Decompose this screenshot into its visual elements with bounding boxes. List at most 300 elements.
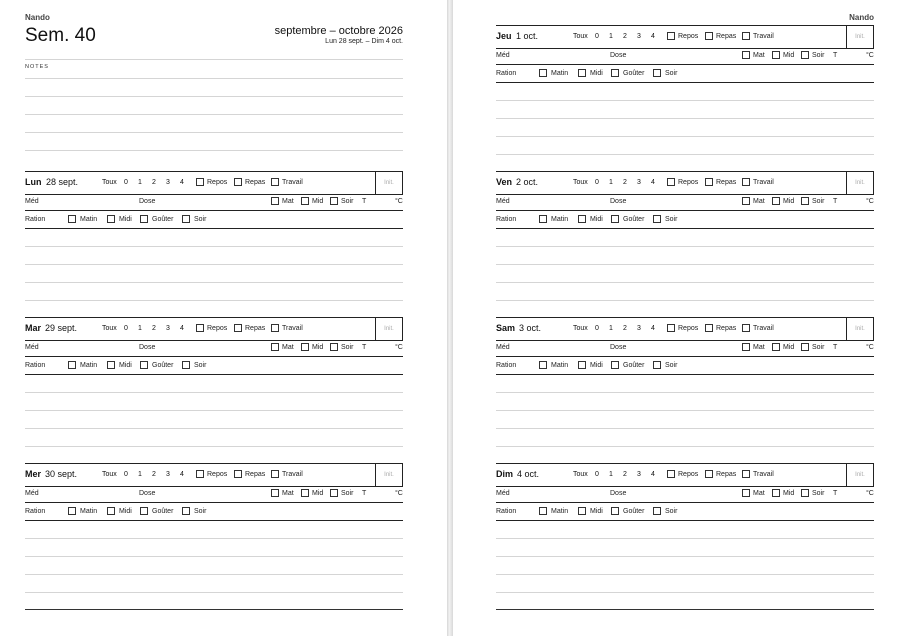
soir-ration-label: Soir: [665, 216, 678, 223]
celsius-unit: °C: [395, 490, 403, 497]
toux-level-3[interactable]: 3: [637, 179, 641, 186]
midi-label: Midi: [590, 216, 603, 223]
soir-ration-checkbox[interactable]: [653, 69, 661, 77]
temperature-label: T: [833, 198, 838, 205]
travail-checkbox[interactable]: [742, 178, 750, 186]
writing-line: [25, 300, 403, 301]
toux-level-3[interactable]: 3: [637, 471, 641, 478]
medication-row: [25, 485, 403, 503]
dose-label: Dose: [139, 344, 156, 351]
midi-checkbox[interactable]: [578, 215, 586, 223]
dose-label: Dose: [139, 198, 156, 205]
day-name: Jeu: [496, 31, 512, 41]
toux-level-0[interactable]: 0: [595, 33, 599, 40]
matin-label: Matin: [551, 70, 569, 77]
matin-checkbox[interactable]: [539, 215, 547, 223]
soir-label: Soir: [812, 52, 825, 59]
matin-checkbox[interactable]: [68, 215, 76, 223]
midi-label: Midi: [119, 362, 132, 369]
temperature-label: T: [833, 52, 838, 59]
mat-checkbox[interactable]: [742, 197, 750, 205]
day-header: [25, 317, 403, 341]
ration-label: Ration: [25, 508, 46, 515]
mat-label: Mat: [753, 198, 765, 205]
travail-label: Travail: [282, 325, 303, 332]
mid-label: Mid: [312, 198, 324, 205]
med-label: Méd: [25, 344, 39, 351]
toux-level-4[interactable]: 4: [651, 179, 655, 186]
repas-checkbox[interactable]: [234, 178, 242, 186]
ration-row: [25, 357, 403, 375]
day-entry: [496, 25, 874, 173]
day-entry: [496, 171, 874, 319]
soir-checkbox[interactable]: [330, 197, 338, 205]
travail-checkbox[interactable]: [271, 178, 279, 186]
day-name: Ven: [496, 177, 513, 187]
toux-level-3[interactable]: 3: [166, 471, 170, 478]
writing-line: [496, 428, 874, 429]
repos-label: Repos: [678, 325, 699, 332]
gouter-label: Goûter: [152, 216, 174, 223]
soir-checkbox[interactable]: [801, 51, 809, 59]
repas-label: Repas: [716, 33, 737, 40]
travail-checkbox[interactable]: [742, 32, 750, 40]
toux-level-0[interactable]: 0: [595, 179, 599, 186]
midi-label: Midi: [590, 362, 603, 369]
mat-checkbox[interactable]: [271, 197, 279, 205]
midi-checkbox[interactable]: [578, 361, 586, 369]
mid-label: Mid: [312, 490, 324, 497]
toux-level-1[interactable]: 1: [138, 179, 142, 186]
ration-row: [25, 503, 403, 521]
matin-checkbox[interactable]: [68, 507, 76, 515]
gouter-label: Goûter: [623, 216, 645, 223]
gouter-checkbox[interactable]: [140, 215, 148, 223]
day-entry: [25, 317, 403, 465]
dose-label: Dose: [610, 198, 627, 205]
writing-line: [25, 538, 403, 539]
soir-ration-checkbox[interactable]: [182, 215, 190, 223]
notes-line: [25, 150, 403, 151]
mid-checkbox[interactable]: [772, 51, 780, 59]
dose-label: Dose: [139, 490, 156, 497]
soir-ration-checkbox[interactable]: [653, 215, 661, 223]
left-page: [0, 0, 447, 636]
repos-checkbox[interactable]: [667, 324, 675, 332]
gouter-checkbox[interactable]: [140, 507, 148, 515]
mat-checkbox[interactable]: [271, 343, 279, 351]
day-name: Sam: [496, 323, 516, 333]
soir-label: Soir: [341, 198, 354, 205]
repas-label: Repas: [245, 471, 266, 478]
toux-level-2[interactable]: 2: [623, 179, 627, 186]
notes-line: [25, 132, 403, 133]
toux-level-0[interactable]: 0: [595, 325, 599, 332]
mat-label: Mat: [753, 490, 765, 497]
mat-checkbox[interactable]: [271, 489, 279, 497]
toux-level-1[interactable]: 1: [609, 179, 613, 186]
toux-level-2[interactable]: 2: [623, 471, 627, 478]
writing-line: [25, 264, 403, 265]
matin-checkbox[interactable]: [68, 361, 76, 369]
toux-level-3[interactable]: 3: [166, 325, 170, 332]
soir-ration-label: Soir: [194, 362, 207, 369]
toux-level-4[interactable]: 4: [180, 471, 184, 478]
day-header: [496, 25, 874, 49]
day-header: [25, 171, 403, 195]
toux-label: Toux: [102, 471, 117, 478]
writing-line: [25, 428, 403, 429]
toux-level-3[interactable]: 3: [166, 179, 170, 186]
travail-checkbox[interactable]: [742, 470, 750, 478]
gouter-label: Goûter: [623, 362, 645, 369]
matin-label: Matin: [551, 508, 569, 515]
toux-label: Toux: [573, 33, 588, 40]
midi-label: Midi: [119, 216, 132, 223]
toux-label: Toux: [573, 471, 588, 478]
soir-ration-label: Soir: [665, 362, 678, 369]
soir-ration-label: Soir: [194, 508, 207, 515]
day-date: 1 oct.: [516, 31, 539, 41]
matin-checkbox[interactable]: [539, 361, 547, 369]
notes-line: [25, 114, 403, 115]
initials-box[interactable]: Init.: [846, 172, 874, 194]
repas-checkbox[interactable]: [705, 324, 713, 332]
toux-level-3[interactable]: 3: [637, 33, 641, 40]
ration-row: [496, 503, 874, 521]
repos-checkbox[interactable]: [667, 470, 675, 478]
day-name: Dim: [496, 469, 514, 479]
travail-label: Travail: [753, 33, 774, 40]
medication-row: [496, 485, 874, 503]
midi-label: Midi: [119, 508, 132, 515]
travail-label: Travail: [282, 471, 303, 478]
date-range: septembre – octobre 2026: [274, 25, 403, 37]
soir-ration-checkbox[interactable]: [182, 361, 190, 369]
temperature-label: T: [362, 344, 367, 351]
writing-line: [496, 392, 874, 393]
soir-label: Soir: [812, 198, 825, 205]
matin-label: Matin: [80, 362, 98, 369]
toux-level-2[interactable]: 2: [152, 471, 156, 478]
repos-label: Repos: [207, 325, 228, 332]
medication-row: [496, 193, 874, 211]
soir-label: Soir: [812, 344, 825, 351]
soir-ration-label: Soir: [665, 508, 678, 515]
gouter-label: Goûter: [152, 508, 174, 515]
med-label: Méd: [25, 198, 39, 205]
repos-label: Repos: [207, 471, 228, 478]
gouter-label: Goûter: [623, 508, 645, 515]
day-entry: [25, 171, 403, 319]
toux-level-1[interactable]: 1: [609, 471, 613, 478]
toux-level-0[interactable]: 0: [124, 179, 128, 186]
page-bottom-rule: [25, 609, 403, 610]
mat-label: Mat: [282, 198, 294, 205]
writing-line: [496, 592, 874, 593]
celsius-unit: °C: [866, 344, 874, 351]
day-header: [496, 171, 874, 195]
soir-checkbox[interactable]: [330, 489, 338, 497]
gouter-label: Goûter: [623, 70, 645, 77]
travail-label: Travail: [282, 179, 303, 186]
celsius-unit: °C: [866, 490, 874, 497]
mid-label: Mid: [783, 52, 795, 59]
travail-checkbox[interactable]: [271, 324, 279, 332]
mat-label: Mat: [282, 344, 294, 351]
midi-label: Midi: [590, 70, 603, 77]
soir-checkbox[interactable]: [801, 489, 809, 497]
soir-checkbox[interactable]: [801, 197, 809, 205]
owner-name: Nando: [25, 13, 50, 22]
writing-line: [25, 574, 403, 575]
repas-label: Repas: [245, 179, 266, 186]
writing-line: [496, 246, 874, 247]
writing-line: [496, 538, 874, 539]
mid-checkbox[interactable]: [772, 489, 780, 497]
initials-box[interactable]: Init.: [846, 464, 874, 486]
writing-line: [496, 282, 874, 283]
midi-checkbox[interactable]: [578, 507, 586, 515]
initials-box[interactable]: Init.: [846, 26, 874, 48]
matin-checkbox[interactable]: [539, 507, 547, 515]
mid-checkbox[interactable]: [772, 343, 780, 351]
day-entry: [496, 463, 874, 611]
temperature-label: T: [362, 490, 367, 497]
day-header: [496, 463, 874, 487]
day-date: 4 oct.: [517, 469, 540, 479]
ration-row: [496, 211, 874, 229]
mat-checkbox[interactable]: [742, 489, 750, 497]
soir-label: Soir: [341, 490, 354, 497]
repos-label: Repos: [678, 33, 699, 40]
day-header: [25, 463, 403, 487]
repas-checkbox[interactable]: [705, 470, 713, 478]
soir-ration-checkbox[interactable]: [653, 507, 661, 515]
repos-label: Repos: [678, 471, 699, 478]
day-date: 28 sept.: [46, 177, 79, 187]
repos-checkbox[interactable]: [196, 178, 204, 186]
med-label: Méd: [25, 490, 39, 497]
toux-label: Toux: [573, 325, 588, 332]
toux-level-0[interactable]: 0: [124, 471, 128, 478]
midi-checkbox[interactable]: [578, 69, 586, 77]
gouter-label: Goûter: [152, 362, 174, 369]
gouter-checkbox[interactable]: [611, 69, 619, 77]
soir-label: Soir: [341, 344, 354, 351]
repas-checkbox[interactable]: [234, 324, 242, 332]
travail-label: Travail: [753, 325, 774, 332]
notes-line: [25, 96, 403, 97]
mid-label: Mid: [783, 344, 795, 351]
week-title: Sem. 40: [25, 25, 96, 46]
travail-label: Travail: [753, 471, 774, 478]
mat-label: Mat: [282, 490, 294, 497]
repos-checkbox[interactable]: [196, 324, 204, 332]
medication-row: [496, 339, 874, 357]
gouter-checkbox[interactable]: [140, 361, 148, 369]
ration-row: [496, 65, 874, 83]
soir-checkbox[interactable]: [801, 343, 809, 351]
writing-line: [25, 410, 403, 411]
repas-checkbox[interactable]: [234, 470, 242, 478]
writing-line: [25, 282, 403, 283]
day-header: [496, 317, 874, 341]
notes-line: [25, 78, 403, 79]
gouter-checkbox[interactable]: [611, 507, 619, 515]
toux-level-4[interactable]: 4: [180, 325, 184, 332]
soir-ration-checkbox[interactable]: [182, 507, 190, 515]
toux-level-1[interactable]: 1: [609, 33, 613, 40]
gouter-checkbox[interactable]: [611, 215, 619, 223]
ration-row: [25, 211, 403, 229]
writing-line: [496, 300, 874, 301]
day-date: 29 sept.: [45, 323, 78, 333]
dose-label: Dose: [610, 344, 627, 351]
medication-row: [25, 193, 403, 211]
writing-line: [496, 154, 874, 155]
ration-label: Ration: [496, 362, 517, 369]
toux-level-4[interactable]: 4: [651, 33, 655, 40]
matin-label: Matin: [551, 362, 569, 369]
day-name: Lun: [25, 177, 42, 187]
mid-label: Mid: [312, 344, 324, 351]
writing-line: [496, 118, 874, 119]
writing-line: [496, 446, 874, 447]
mid-checkbox[interactable]: [772, 197, 780, 205]
right-page: [453, 0, 900, 636]
med-label: Méd: [496, 52, 510, 59]
writing-line: [496, 574, 874, 575]
travail-checkbox[interactable]: [271, 470, 279, 478]
toux-level-4[interactable]: 4: [180, 179, 184, 186]
writing-line: [25, 246, 403, 247]
toux-level-1[interactable]: 1: [138, 325, 142, 332]
toux-level-4[interactable]: 4: [651, 325, 655, 332]
repos-label: Repos: [207, 179, 228, 186]
temperature-label: T: [833, 490, 838, 497]
temperature-label: T: [362, 198, 367, 205]
soir-ration-label: Soir: [665, 70, 678, 77]
writing-line: [25, 392, 403, 393]
day-date: 30 sept.: [45, 469, 78, 479]
day-date: 2 oct.: [516, 177, 539, 187]
repas-label: Repas: [716, 471, 737, 478]
toux-label: Toux: [102, 325, 117, 332]
toux-level-4[interactable]: 4: [651, 471, 655, 478]
mat-label: Mat: [753, 344, 765, 351]
header-rule: [25, 59, 403, 60]
celsius-unit: °C: [395, 198, 403, 205]
mat-checkbox[interactable]: [742, 343, 750, 351]
dose-label: Dose: [610, 490, 627, 497]
date-range-sub: Lun 28 sept. – Dim 4 oct.: [325, 38, 403, 45]
medication-row: [25, 339, 403, 357]
writing-line: [496, 410, 874, 411]
initials-box[interactable]: Init.: [375, 172, 403, 194]
matin-checkbox[interactable]: [539, 69, 547, 77]
mid-checkbox[interactable]: [301, 489, 309, 497]
repos-checkbox[interactable]: [196, 470, 204, 478]
repas-label: Repas: [245, 325, 266, 332]
page-bottom-rule: [496, 609, 874, 610]
day-entry: [25, 463, 403, 611]
toux-level-2[interactable]: 2: [623, 33, 627, 40]
soir-ration-label: Soir: [194, 216, 207, 223]
travail-label: Travail: [753, 179, 774, 186]
initials-box[interactable]: Init.: [375, 464, 403, 486]
temperature-label: T: [833, 344, 838, 351]
mid-label: Mid: [783, 198, 795, 205]
writing-line: [25, 592, 403, 593]
repos-checkbox[interactable]: [667, 178, 675, 186]
day-name: Mar: [25, 323, 42, 333]
midi-checkbox[interactable]: [107, 215, 115, 223]
matin-label: Matin: [80, 216, 98, 223]
ration-label: Ration: [496, 216, 517, 223]
dose-label: Dose: [610, 52, 627, 59]
writing-line: [25, 556, 403, 557]
repas-label: Repas: [716, 179, 737, 186]
repos-checkbox[interactable]: [667, 32, 675, 40]
repas-checkbox[interactable]: [705, 178, 713, 186]
toux-level-1[interactable]: 1: [138, 471, 142, 478]
mid-label: Mid: [783, 490, 795, 497]
celsius-unit: °C: [866, 52, 874, 59]
toux-label: Toux: [573, 179, 588, 186]
owner-name: Nando: [849, 13, 874, 22]
mid-checkbox[interactable]: [301, 197, 309, 205]
repos-label: Repos: [678, 179, 699, 186]
soir-checkbox[interactable]: [330, 343, 338, 351]
ration-label: Ration: [25, 216, 46, 223]
toux-level-2[interactable]: 2: [152, 179, 156, 186]
notes-label: NOTES: [25, 64, 49, 70]
travail-checkbox[interactable]: [742, 324, 750, 332]
toux-level-2[interactable]: 2: [623, 325, 627, 332]
ration-label: Ration: [496, 70, 517, 77]
ration-row: [496, 357, 874, 375]
initials-box[interactable]: Init.: [846, 318, 874, 340]
toux-level-0[interactable]: 0: [595, 471, 599, 478]
repas-checkbox[interactable]: [705, 32, 713, 40]
mid-checkbox[interactable]: [301, 343, 309, 351]
midi-checkbox[interactable]: [107, 507, 115, 515]
toux-level-3[interactable]: 3: [637, 325, 641, 332]
ration-label: Ration: [25, 362, 46, 369]
matin-label: Matin: [80, 508, 98, 515]
ration-label: Ration: [496, 508, 517, 515]
midi-checkbox[interactable]: [107, 361, 115, 369]
mat-label: Mat: [753, 52, 765, 59]
soir-label: Soir: [812, 490, 825, 497]
soir-ration-checkbox[interactable]: [653, 361, 661, 369]
toux-level-2[interactable]: 2: [152, 325, 156, 332]
gouter-checkbox[interactable]: [611, 361, 619, 369]
med-label: Méd: [496, 198, 510, 205]
toux-level-1[interactable]: 1: [609, 325, 613, 332]
writing-line: [496, 264, 874, 265]
celsius-unit: °C: [866, 198, 874, 205]
writing-line: [25, 446, 403, 447]
toux-level-0[interactable]: 0: [124, 325, 128, 332]
mat-checkbox[interactable]: [742, 51, 750, 59]
med-label: Méd: [496, 344, 510, 351]
writing-line: [496, 136, 874, 137]
day-date: 3 oct.: [519, 323, 542, 333]
med-label: Méd: [496, 490, 510, 497]
initials-box[interactable]: Init.: [375, 318, 403, 340]
